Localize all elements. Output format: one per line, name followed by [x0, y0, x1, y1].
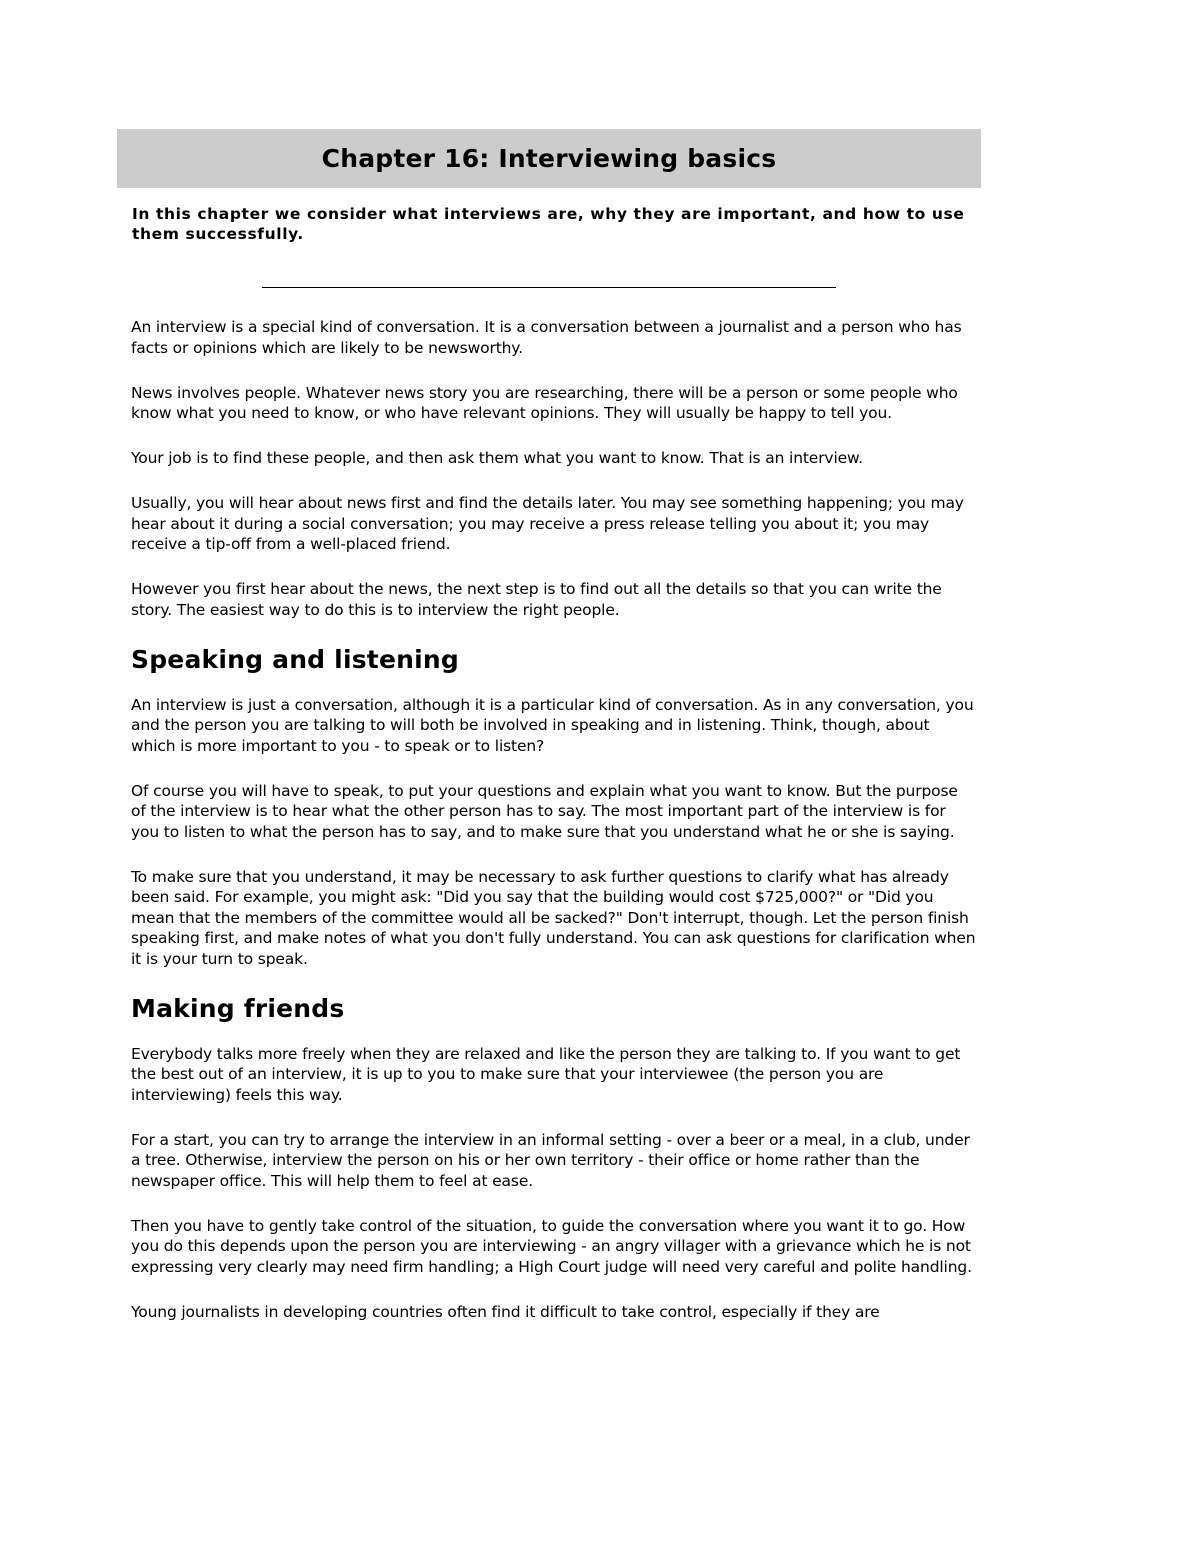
paragraph: However you first hear about the news, the next step is to find out all the details so that you can write the story. The easiest way to do this is to interview the right people.: [131, 580, 942, 619]
paragraph: Of course you will have to speak, to put your questions and explain what you want to know. But the purpose of the interview is to hear what the other person has to say. The most important part of the interview is for you to listen to what the person has to say, and to make sure that you understand what he or she is saying.: [131, 781, 958, 841]
paragraph: An interview is a special kind of conversation. It is a conversation between a journalist and a person who has facts or opinions which are likely to be newsworthy.: [131, 318, 962, 357]
chapter-intro: In this chapter we consider what interviews are, why they are important, and how to use them successfully.: [132, 205, 965, 243]
chapter-body: [131, 317, 976, 1322]
paragraph: News involves people. Whatever news story you are researching, there will be a person or some people who know what you need to know, or who have relevant opinions. They will usually be happy to tell you.: [131, 383, 958, 422]
paragraph: Everybody talks more freely when they are relaxed and like the person they are talking to. If you want to get the best out of an interview, it is up to you to make sure that your interviewee (the person you are interviewing) feels this way.: [131, 1044, 961, 1104]
horizontal-rule: [262, 287, 836, 288]
chapter-title-band: [117, 129, 981, 188]
paragraph: Then you have to gently take control of the situation, to guide the conversation where you want it to go. How you do this depends upon the person you are interviewing - an angry villager with a grievance which he is not expressing very clearly may need firm handling; a High Court judge will need very careful and polite handling.: [131, 1216, 972, 1276]
paragraph: Usually, you will hear about news first and find the details later. You may see something happening; you may hear about it during a social conversation; you may receive a press release telling you about it; you may receive a tip-off from a well-placed friend.: [131, 494, 964, 553]
section-heading: Speaking and listening: [131, 644, 459, 674]
paragraph: Young journalists in developing countries often find it difficult to take control, especially if they are: [131, 1302, 880, 1321]
paragraph: For a start, you can try to arrange the interview in an informal setting - over a beer or a meal, in a club, under a tree. Otherwise, interview the person on his or her own territory - their office or home rather than the newspaper office. This will help them to feel at ease.: [131, 1130, 970, 1190]
chapter-title: Chapter 16: Interviewing basics: [321, 144, 777, 173]
paragraph: An interview is just a conversation, although it is a particular kind of conversation. As in any conversation, you and the person you are talking to will both be involved in speaking and in listening. Think, though, about which is more important to you - to speak or to listen?: [131, 695, 974, 755]
paragraph: Your job is to find these people, and then ask them what you want to know. That is an interview.: [131, 449, 863, 467]
section-heading: Making friends: [131, 993, 345, 1023]
paragraph: To make sure that you understand, it may be necessary to ask further questions to clarify what has already been said. For example, you might ask: "Did you say that the building would cost $725,000?" or "Did you mean that the members of the committee would all be sacked?" Don't interrupt, though. Let the person finish speaking first, and make notes of what you don't fully understand. You can ask questions for clarification when it is your turn to speak.: [131, 867, 976, 968]
